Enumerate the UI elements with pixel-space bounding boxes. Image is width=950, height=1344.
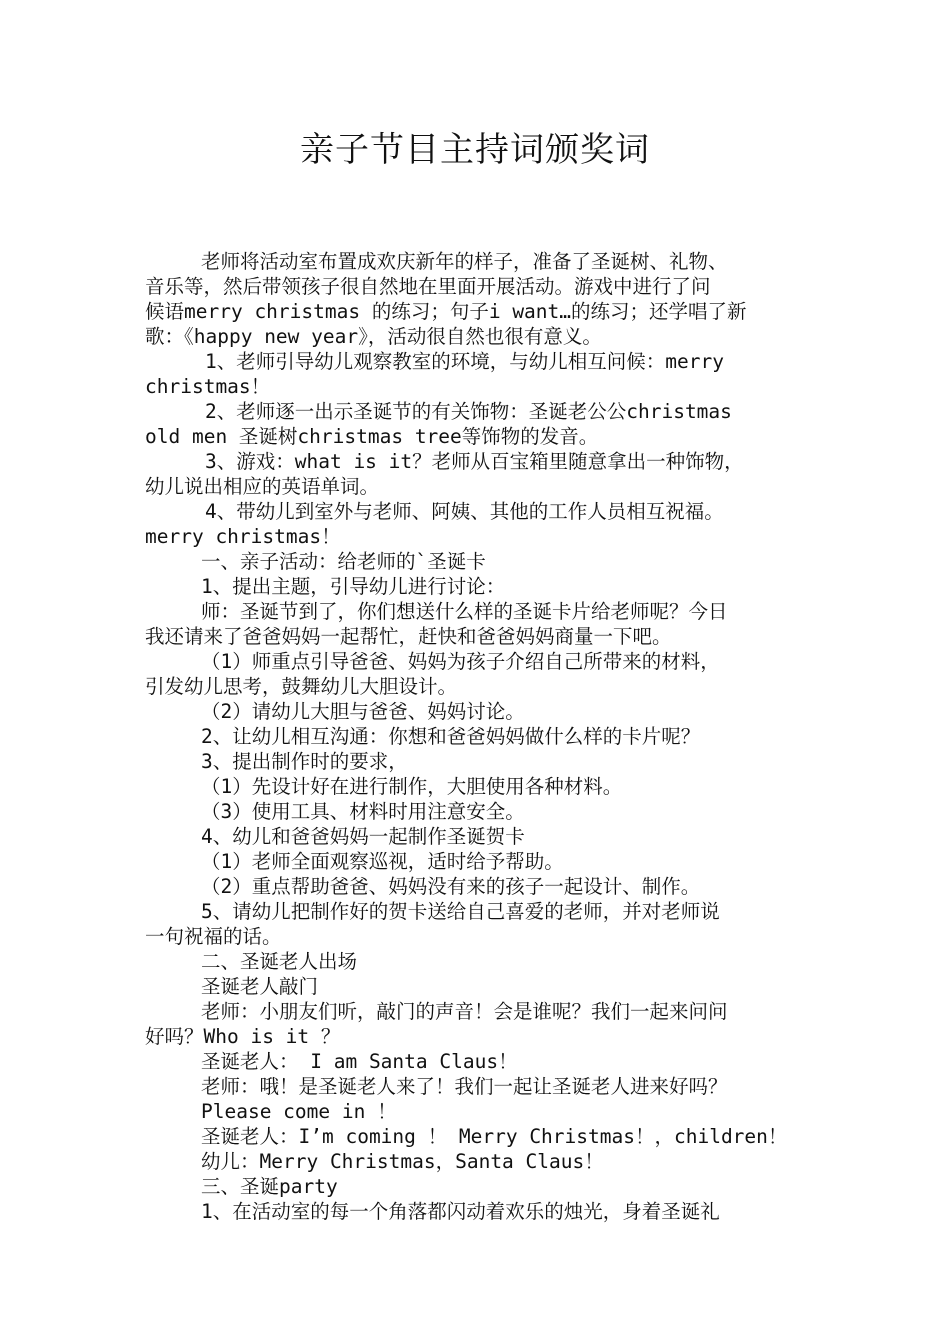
body-line: 我还请来了爸爸妈妈一起帮忙，赶快和爸爸妈妈商量一下吧。	[145, 625, 672, 648]
body-line: 歌：《happy new year》，活动很自然也很有意义。	[145, 325, 602, 348]
body-line: 5、请幼儿把制作好的贺卡送给自己喜爱的老师，并对老师说	[201, 900, 720, 923]
body-line: 1、在活动室的每一个角落都闪动着欢乐的烛光，身着圣诞礼	[201, 1200, 720, 1223]
body-line: 3、游戏：what is it？老师从百宝箱里随意拿出一种饰物，	[205, 450, 744, 473]
body-line: 一、亲子活动：给老师的`圣诞卡	[201, 550, 486, 573]
body-line: 师：圣诞节到了，你们想送什么样的圣诞卡片给老师呢？今日	[201, 600, 728, 623]
body-line: 4、带幼儿到室外与老师、阿姨、其他的工作人员相互祝福。	[205, 500, 724, 523]
body-line: （2）请幼儿大胆与爸爸、妈妈讨论。	[201, 700, 525, 723]
body-line: 圣诞老人敲门	[201, 975, 319, 998]
body-line: 2、让幼儿相互沟通：你想和爸爸妈妈做什么样的卡片呢？	[201, 725, 701, 748]
body-line: （3）使用工具、材料时用注意安全。	[201, 800, 525, 823]
body-line: （1）师重点引导爸爸、妈妈为孩子介绍自己所带来的材料，	[201, 650, 720, 673]
body-line: christmas！	[145, 375, 271, 398]
body-line: 2、老师逐一出示圣诞节的有关饰物：圣诞老公公christmas	[205, 400, 732, 423]
body-line: 1、提出主题，引导幼儿进行讨论：	[201, 575, 506, 598]
body-line: （2）重点帮助爸爸、妈妈没有来的孩子一起设计、制作。	[201, 875, 701, 898]
body-line: Please come in ！	[201, 1100, 397, 1123]
body-line: 幼儿说出相应的英语单词。	[145, 475, 380, 498]
body-line: 老师将活动室布置成欢庆新年的样子，准备了圣诞树、礼物、	[201, 250, 728, 273]
body-line: （1）老师全面观察巡视，适时给予帮助。	[201, 850, 564, 873]
body-line: 音乐等，然后带领孩子很自然地在里面开展活动。游戏中进行了问	[145, 275, 711, 298]
body-line: 幼儿：Merry Christmas，Santa Claus！	[201, 1150, 604, 1173]
body-line: 引发幼儿思考，鼓舞幼儿大胆设计。	[145, 675, 458, 698]
body-line: （1）先设计好在进行制作，大胆使用各种材料。	[201, 775, 623, 798]
body-line: 3、提出制作时的要求，	[201, 750, 408, 773]
body-line: merry christmas！	[145, 525, 341, 548]
body-line: 圣诞老人：I’m coming ！ Merry Christmas！，children！	[201, 1125, 788, 1148]
body-line: 三、圣诞party	[201, 1175, 338, 1198]
body-line: 好吗？Who is it ？	[145, 1025, 341, 1048]
body-line: 候语merry christmas 的练习；句子i want…的练习；还学唱了新	[145, 300, 747, 323]
body-line: 老师：小朋友们听，敲门的声音！会是谁呢？我们一起来问问	[201, 1000, 728, 1023]
document-body	[145, 249, 815, 1224]
body-line: old men 圣诞树christmas tree等饰物的发音。	[145, 425, 599, 448]
body-line: 老师：哦！是圣诞老人来了！我们一起让圣诞老人进来好吗？	[201, 1075, 728, 1098]
body-line: 圣诞老人： I am Santa Claus！	[201, 1050, 518, 1073]
document-title: 亲子节目主持词颁奖词	[300, 130, 650, 170]
body-line: 一句祝福的话。	[145, 925, 282, 948]
body-line: 二、圣诞老人出场	[201, 950, 358, 973]
body-line: 4、幼儿和爸爸妈妈一起制作圣诞贺卡	[201, 825, 525, 848]
body-line: 1、老师引导幼儿观察教室的环境，与幼儿相互问候：merry	[205, 350, 724, 373]
